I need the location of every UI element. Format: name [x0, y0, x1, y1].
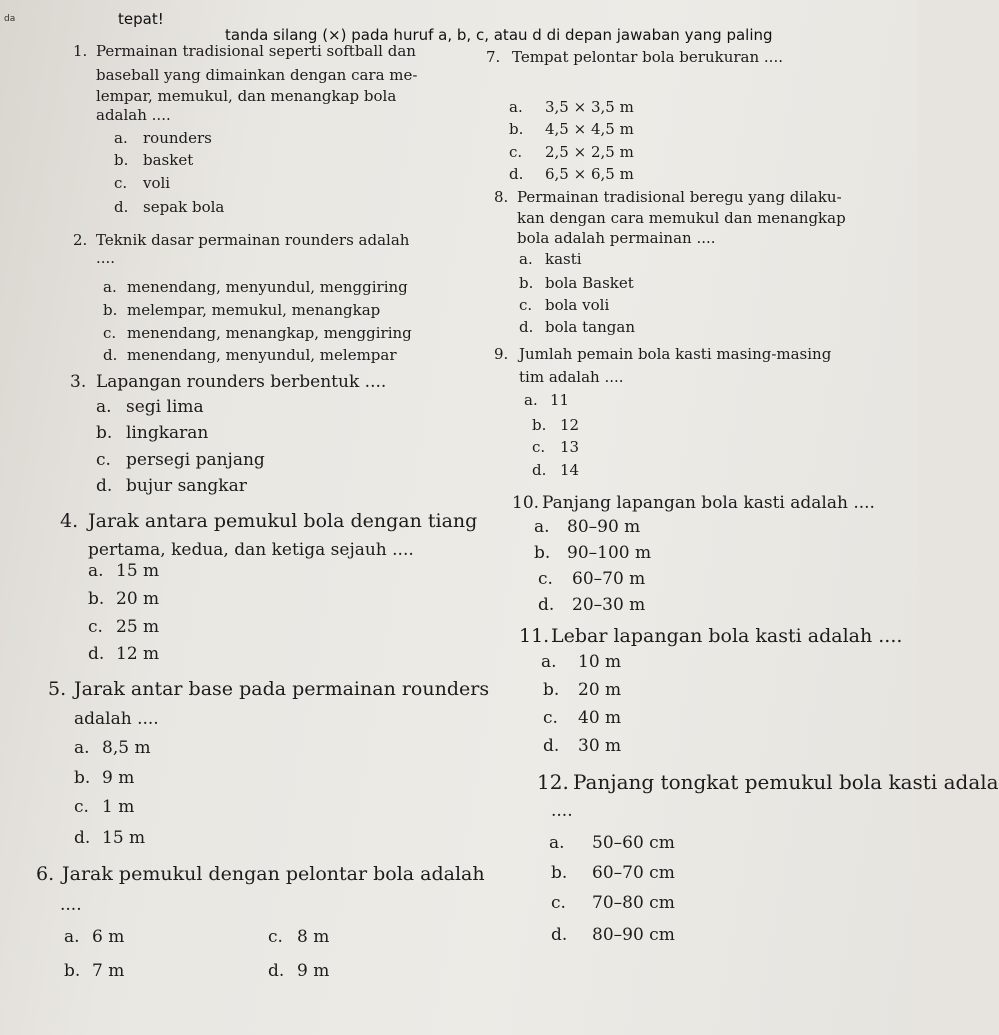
option-letter[interactable]: b. [534, 543, 551, 563]
option-letter[interactable]: b. [509, 120, 524, 138]
option-text: bola tangan [545, 318, 635, 336]
option-letter[interactable]: a. [74, 738, 90, 758]
option-letter[interactable]: d. [543, 736, 560, 756]
option-letter[interactable]: b. [543, 680, 560, 700]
option-text: 9 m [297, 961, 330, 981]
option-letter[interactable]: d. [268, 961, 285, 981]
option-letter[interactable]: c. [509, 143, 523, 161]
option-letter[interactable]: d. [103, 346, 118, 364]
option-text: 3,5 × 3,5 m [545, 98, 634, 116]
option-text: 20 m [578, 680, 622, 700]
option-letter[interactable]: c. [551, 893, 566, 913]
worksheet-title: tepat! [118, 10, 164, 28]
question-text-line: kan dengan cara memukul dan menangkap [517, 209, 846, 227]
option-text: 7 m [92, 961, 125, 981]
question-number: 9. [494, 345, 509, 363]
option-letter[interactable]: d. [96, 476, 113, 496]
question-number: 10. [512, 493, 540, 513]
question-text-line: .... [60, 895, 82, 915]
option-letter[interactable]: b. [74, 768, 91, 788]
option-text: persegi panjang [126, 450, 265, 470]
option-text: 20 m [116, 589, 160, 609]
question-text-line: Panjang lapangan bola kasti adalah .... [542, 493, 875, 513]
question-number: 1. [73, 42, 88, 60]
option-text: kasti [545, 250, 582, 268]
option-text: 14 [560, 461, 580, 479]
option-text: 15 m [102, 828, 146, 848]
option-letter[interactable]: a. [103, 278, 117, 296]
option-text: 11 [550, 391, 570, 409]
option-text: 1 m [102, 797, 135, 817]
question-text-line: pertama, kedua, dan ketiga sejauh .... [88, 540, 414, 560]
option-text: 20–30 m [572, 595, 646, 615]
option-letter[interactable]: c. [532, 438, 546, 456]
question-number: 3. [70, 372, 87, 392]
question-text-line: Jumlah pemain bola kasti masing-masing [519, 345, 832, 363]
option-text: 60–70 m [572, 569, 646, 589]
option-text: 13 [560, 438, 580, 456]
option-letter[interactable]: c. [538, 569, 553, 589]
option-letter[interactable]: b. [103, 301, 118, 319]
option-letter[interactable]: b. [519, 274, 534, 292]
option-letter[interactable]: a. [519, 250, 533, 268]
option-text: bola voli [545, 296, 610, 314]
option-text: 9 m [102, 768, 135, 788]
option-text: menendang, menyundul, menggiring [127, 278, 408, 296]
question-text-line: adalah .... [96, 106, 171, 124]
corner-fragment: da [4, 14, 16, 24]
option-text: 80–90 m [567, 517, 641, 537]
option-letter[interactable]: a. [509, 98, 523, 116]
question-text-line: lempar, memukul, dan menangkap bola [96, 87, 397, 105]
option-letter[interactable]: d. [114, 198, 129, 216]
question-text-line: bola adalah permainan .... [517, 229, 716, 247]
option-letter[interactable]: b. [114, 151, 129, 169]
option-letter[interactable]: a. [114, 129, 128, 147]
question-text-line: Teknik dasar permainan rounders adalah [96, 231, 410, 249]
option-letter[interactable]: a. [549, 833, 565, 853]
option-letter[interactable]: d. [88, 644, 105, 664]
option-letter[interactable]: b. [532, 416, 547, 434]
question-text-line: tim adalah .... [519, 368, 624, 386]
option-text: melempar, memukul, menangkap [127, 301, 381, 319]
question-number: 5. [48, 678, 67, 700]
question-text-line: Jarak antara pemukul bola dengan tiang [88, 510, 478, 532]
question-text-line: .... [551, 801, 573, 821]
option-letter[interactable]: d. [551, 925, 568, 945]
option-text: 12 m [116, 644, 160, 664]
question-text-line: Permainan tradisional beregu yang dilaku- [517, 188, 842, 206]
option-letter[interactable]: b. [64, 961, 81, 981]
question-text-line: .... [96, 249, 116, 267]
question-number: 12. [537, 770, 569, 794]
option-letter[interactable]: c. [268, 927, 283, 947]
option-letter[interactable]: c. [74, 797, 89, 817]
option-letter[interactable]: a. [96, 397, 112, 417]
option-text: 90–100 m [567, 543, 652, 563]
question-text-line: baseball yang dimainkan dengan cara me- [96, 66, 418, 84]
option-text: 12 [560, 416, 580, 434]
option-text: voli [143, 174, 171, 192]
question-text-line: Permainan tradisional seperti softball dan [96, 42, 416, 60]
question-number: 2. [73, 231, 88, 249]
question-number: 8. [494, 188, 509, 206]
option-text: 25 m [116, 617, 160, 637]
option-letter[interactable]: a. [88, 561, 104, 581]
option-text: rounders [143, 129, 212, 147]
option-text: basket [143, 151, 194, 169]
question-text-line: Jarak antar base pada permainan rounders [74, 678, 490, 700]
option-letter[interactable]: b. [88, 589, 105, 609]
option-text: 80–90 cm [592, 925, 675, 945]
question-text-line: Jarak pemukul dengan pelontar bola adalah [62, 863, 485, 885]
option-text: menendang, menyundul, melempar [127, 346, 397, 364]
option-letter[interactable]: b. [96, 423, 113, 443]
option-text: 15 m [116, 561, 160, 581]
option-letter[interactable]: d. [519, 318, 534, 336]
question-text-line: adalah .... [74, 709, 159, 729]
option-letter[interactable]: c. [88, 617, 103, 637]
option-letter[interactable]: a. [534, 517, 550, 537]
option-text: segi lima [126, 397, 204, 417]
option-text: 8 m [297, 927, 330, 947]
option-letter[interactable]: d. [538, 595, 555, 615]
question-number: 4. [60, 510, 79, 532]
option-text: 50–60 cm [592, 833, 675, 853]
option-letter[interactable]: c. [103, 324, 117, 342]
option-letter[interactable]: c. [114, 174, 128, 192]
option-text: bola Basket [545, 274, 634, 292]
option-text: menendang, menangkap, menggiring [127, 324, 412, 342]
question-text-line: Tempat pelontar bola berukuran .... [512, 48, 783, 66]
option-letter[interactable]: b. [551, 863, 568, 883]
option-text: 60–70 cm [592, 863, 675, 883]
option-text: 6,5 × 6,5 m [545, 165, 634, 183]
question-text-line: Lapangan rounders berbentuk .... [96, 372, 387, 392]
option-text: sepak bola [143, 198, 225, 216]
option-letter[interactable]: a. [541, 652, 557, 672]
option-text: 40 m [578, 708, 622, 728]
option-text: 30 m [578, 736, 622, 756]
question-text-line: Lebar lapangan bola kasti adalah .... [551, 625, 903, 647]
option-letter[interactable]: d. [74, 828, 91, 848]
option-letter[interactable]: d. [509, 165, 524, 183]
question-number: 6. [36, 863, 55, 885]
option-letter[interactable]: a. [524, 391, 538, 409]
option-letter[interactable]: c. [96, 450, 111, 470]
instruction-text: tanda silang (×) pada huruf a, b, c, atau d di depan jawaban yang paling [225, 26, 773, 44]
option-text: 4,5 × 4,5 m [545, 120, 634, 138]
option-letter[interactable]: c. [519, 296, 533, 314]
question-number: 7. [486, 48, 501, 66]
option-text: 70–80 cm [592, 893, 675, 913]
option-text: 6 m [92, 927, 125, 947]
option-letter[interactable]: c. [543, 708, 558, 728]
option-text: 2,5 × 2,5 m [545, 143, 634, 161]
question-text-line: Panjang tongkat pemukul bola kasti adala [573, 770, 999, 794]
question-number: 11. [519, 625, 550, 647]
option-text: 8,5 m [102, 738, 151, 758]
option-text: bujur sangkar [126, 476, 247, 496]
option-letter[interactable]: a. [64, 927, 80, 947]
option-letter[interactable]: d. [532, 461, 547, 479]
option-text: 10 m [578, 652, 622, 672]
option-text: lingkaran [126, 423, 209, 443]
